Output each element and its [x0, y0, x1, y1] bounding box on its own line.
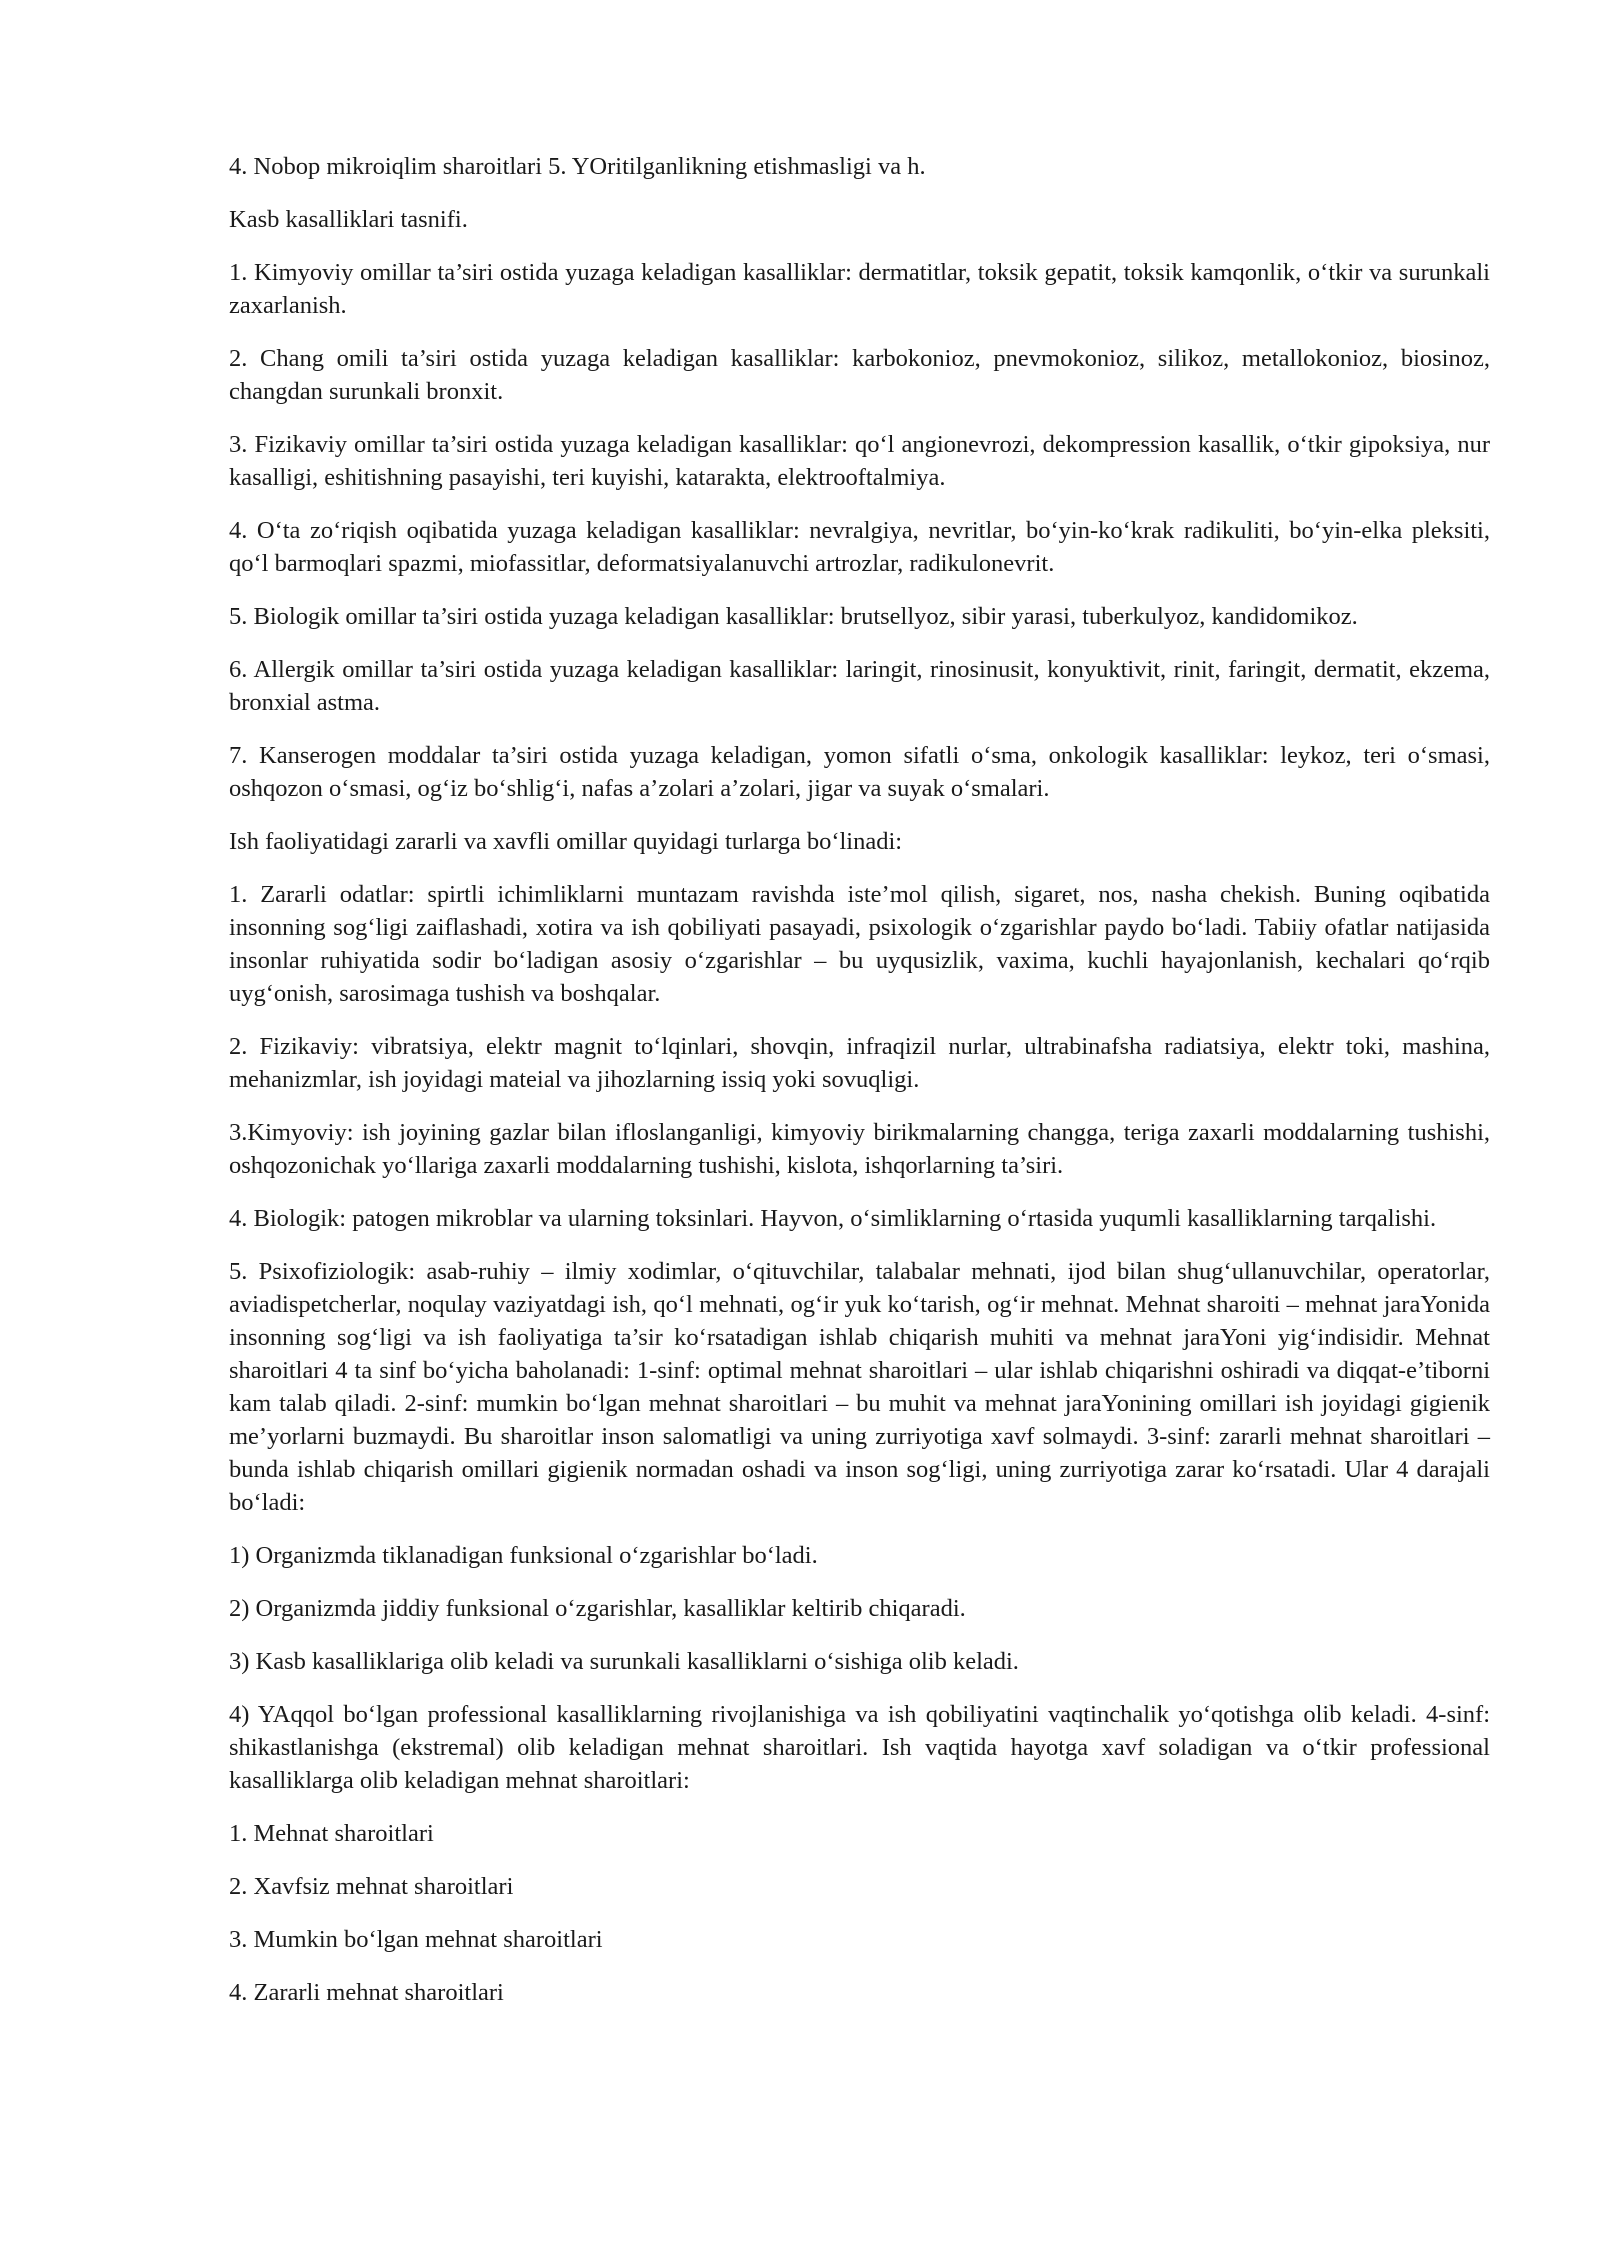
document-page — [229, 150, 1490, 2029]
list-item: 2) Organizmda jiddiy funksional o‘zgarishlar, kasalliklar keltirib chiqaradi. — [229, 1595, 966, 1622]
paragraph: 4. Nobop mikroiqlim sharoitlari 5. YOritilganlikning etishmasligi va h. — [229, 153, 926, 180]
paragraph: 3.Kimyoviy: ish joyining gazlar bilan ifloslanganligi, kimyoviy birikmalarning changga, teriga zaxarli moddalarning tushishi, oshqozonichak yo‘llariga zaxarli moddalarning tushishi, kislota, ishqorlarning ta’siri. — [229, 1119, 1490, 1179]
paragraph: 3. Fizikaviy omillar ta’siri ostida yuzaga keladigan kasalliklar: qo‘l angionevrozi, dekompression kasallik, o‘tkir gipoksiya, nur kasalligi, eshitishning pasayishi, teri kuyishi, katarakta, elektrooftalmiya. — [229, 431, 1490, 491]
list-item: 1) Organizmda tiklanadigan funksional o‘zgarishlar bo‘ladi. — [229, 1542, 818, 1569]
list-item: 4) YAqqol bo‘lgan professional kasalliklarning rivojlanishiga va ish qobiliyatini vaqtinchalik yo‘qotishga olib keladi. 4-sinf: shikastlanishga (ekstremal) olib keladigan mehnat sharoitlari. Ish vaqtida hayotga xavf soladigan va o‘tkir professional kasalliklarga olib keladigan mehnat sharoitlari: — [229, 1701, 1490, 1794]
paragraph: 4. Biologik: patogen mikroblar va ularning toksinlari. Hayvon, o‘simliklarning o‘rtasida yuqumli kasalliklarning tarqalishi. — [229, 1205, 1437, 1232]
paragraph: 1. Kimyoviy omillar ta’siri ostida yuzaga keladigan kasalliklar: dermatitlar, toksik gepatit, toksik kamqonlik, o‘tkir va surunkali zaxarlanish. — [229, 259, 1490, 319]
paragraph: Kasb kasalliklari tasnifi. — [229, 206, 468, 233]
list-item: 1. Mehnat sharoitlari — [229, 1820, 434, 1847]
list-item: 2. Xavfsiz mehnat sharoitlari — [229, 1873, 514, 1900]
paragraph: 7. Kanserogen moddalar ta’siri ostida yuzaga keladigan, yomon sifatli o‘sma, onkologik kasalliklar: leykoz, teri o‘smasi, oshqozon o‘smasi, og‘iz bo‘shlig‘i, nafas a’zolari a’zolari, jigar va suyak o‘smalari. — [229, 742, 1490, 802]
paragraph: 4. O‘ta zo‘riqish oqibatida yuzaga keladigan kasalliklar: nevralgiya, nevritlar, bo‘yin-ko‘krak radikuliti, bo‘yin-elka pleksiti, qo‘l barmoqlari spazmi, miofassitlar, deformatsiyalanuvchi artrozlar, radikulonevrit. — [229, 517, 1490, 577]
paragraph: 5. Biologik omillar ta’siri ostida yuzaga keladigan kasalliklar: brutsellyoz, sibir yarasi, tuberkulyoz, kandidomikoz. — [229, 603, 1358, 630]
paragraph: 2. Chang omili ta’siri ostida yuzaga keladigan kasalliklar: karbokonioz, pnevmokonioz, silikoz, metallokonioz, biosinoz, changdan surunkali bronxit. — [229, 345, 1490, 405]
list-item: 3. Mumkin bo‘lgan mehnat sharoitlari — [229, 1926, 603, 1953]
paragraph: Ish faoliyatidagi zararli va xavfli omillar quyidagi turlarga bo‘linadi: — [229, 828, 903, 855]
list-item: 3) Kasb kasalliklariga olib keladi va surunkali kasalliklarni o‘sishiga olib keladi. — [229, 1648, 1019, 1675]
paragraph: 6. Allergik omillar ta’siri ostida yuzaga keladigan kasalliklar: laringit, rinosinusit, konyuktivit, rinit, faringit, dermatit, ekzema, bronxial astma. — [229, 656, 1490, 716]
list-item: 4. Zararli mehnat sharoitlari — [229, 1979, 504, 2006]
paragraph: 2. Fizikaviy: vibratsiya, elektr magnit to‘lqinlari, shovqin, infraqizil nurlar, ultrabinafsha radiatsiya, elektr toki, mashina, mehanizmlar, ish joyidagi mateial va jihozlarning issiq yoki sovuqligi. — [229, 1033, 1490, 1093]
paragraph: 1. Zararli odatlar: spirtli ichimliklarni muntazam ravishda iste’mol qilish, sigaret, nos, nasha chekish. Buning oqibatida insonning sog‘ligi zaiflashadi, xotira va ish qobiliyati pasayadi, psixologik o‘zgarishlar paydo bo‘ladi. Tabiiy ofatlar natijasida insonlar ruhiyatida sodir bo‘ladigan asosiy o‘zgarishlar – bu uyqusizlik, vaxima, kuchli hayajonlanish, kechalari qo‘rqib uyg‘onish, sarosimaga tushish va boshqalar. — [229, 881, 1490, 1007]
paragraph: 5. Psixofiziologik: asab-ruhiy – ilmiy xodimlar, o‘qituvchilar, talabalar mehnati, ijod bilan shug‘ullanuvchilar, operatorlar, aviadispetcherlar, noqulay vaziyatdagi ish, qo‘l mehnati, og‘ir yuk ko‘tarish, og‘ir mehnat. Mehnat sharoiti – mehnat jaraYonida insonning sog‘ligi va ish faoliyatiga ta’sir ko‘rsatadigan ishlab chiqarish muhiti va mehnat jaraYoni yig‘indisidir. Mehnat sharoitlari 4 ta sinf bo‘yicha baholanadi: 1-sinf: optimal mehnat sharoitlari – ular ishlab chiqarishni oshiradi va diqqat-e’tiborni kam talab qiladi. 2-sinf: mumkin bo‘lgan mehnat sharoitlari – bu muhit va mehnat jaraYonining omillari ish joyidagi gigienik me’yorlarni buzmaydi. Bu sharoitlar inson salomatligi va uning zurriyotiga xavf solmaydi. 3-sinf: zararli mehnat sharoitlari – bunda ishlab chiqarish omillari gigienik normadan oshadi va inson sog‘ligi, uning zurriyotiga zarar ko‘rsatadi. Ular 4 darajali bo‘ladi: — [229, 1258, 1490, 1516]
